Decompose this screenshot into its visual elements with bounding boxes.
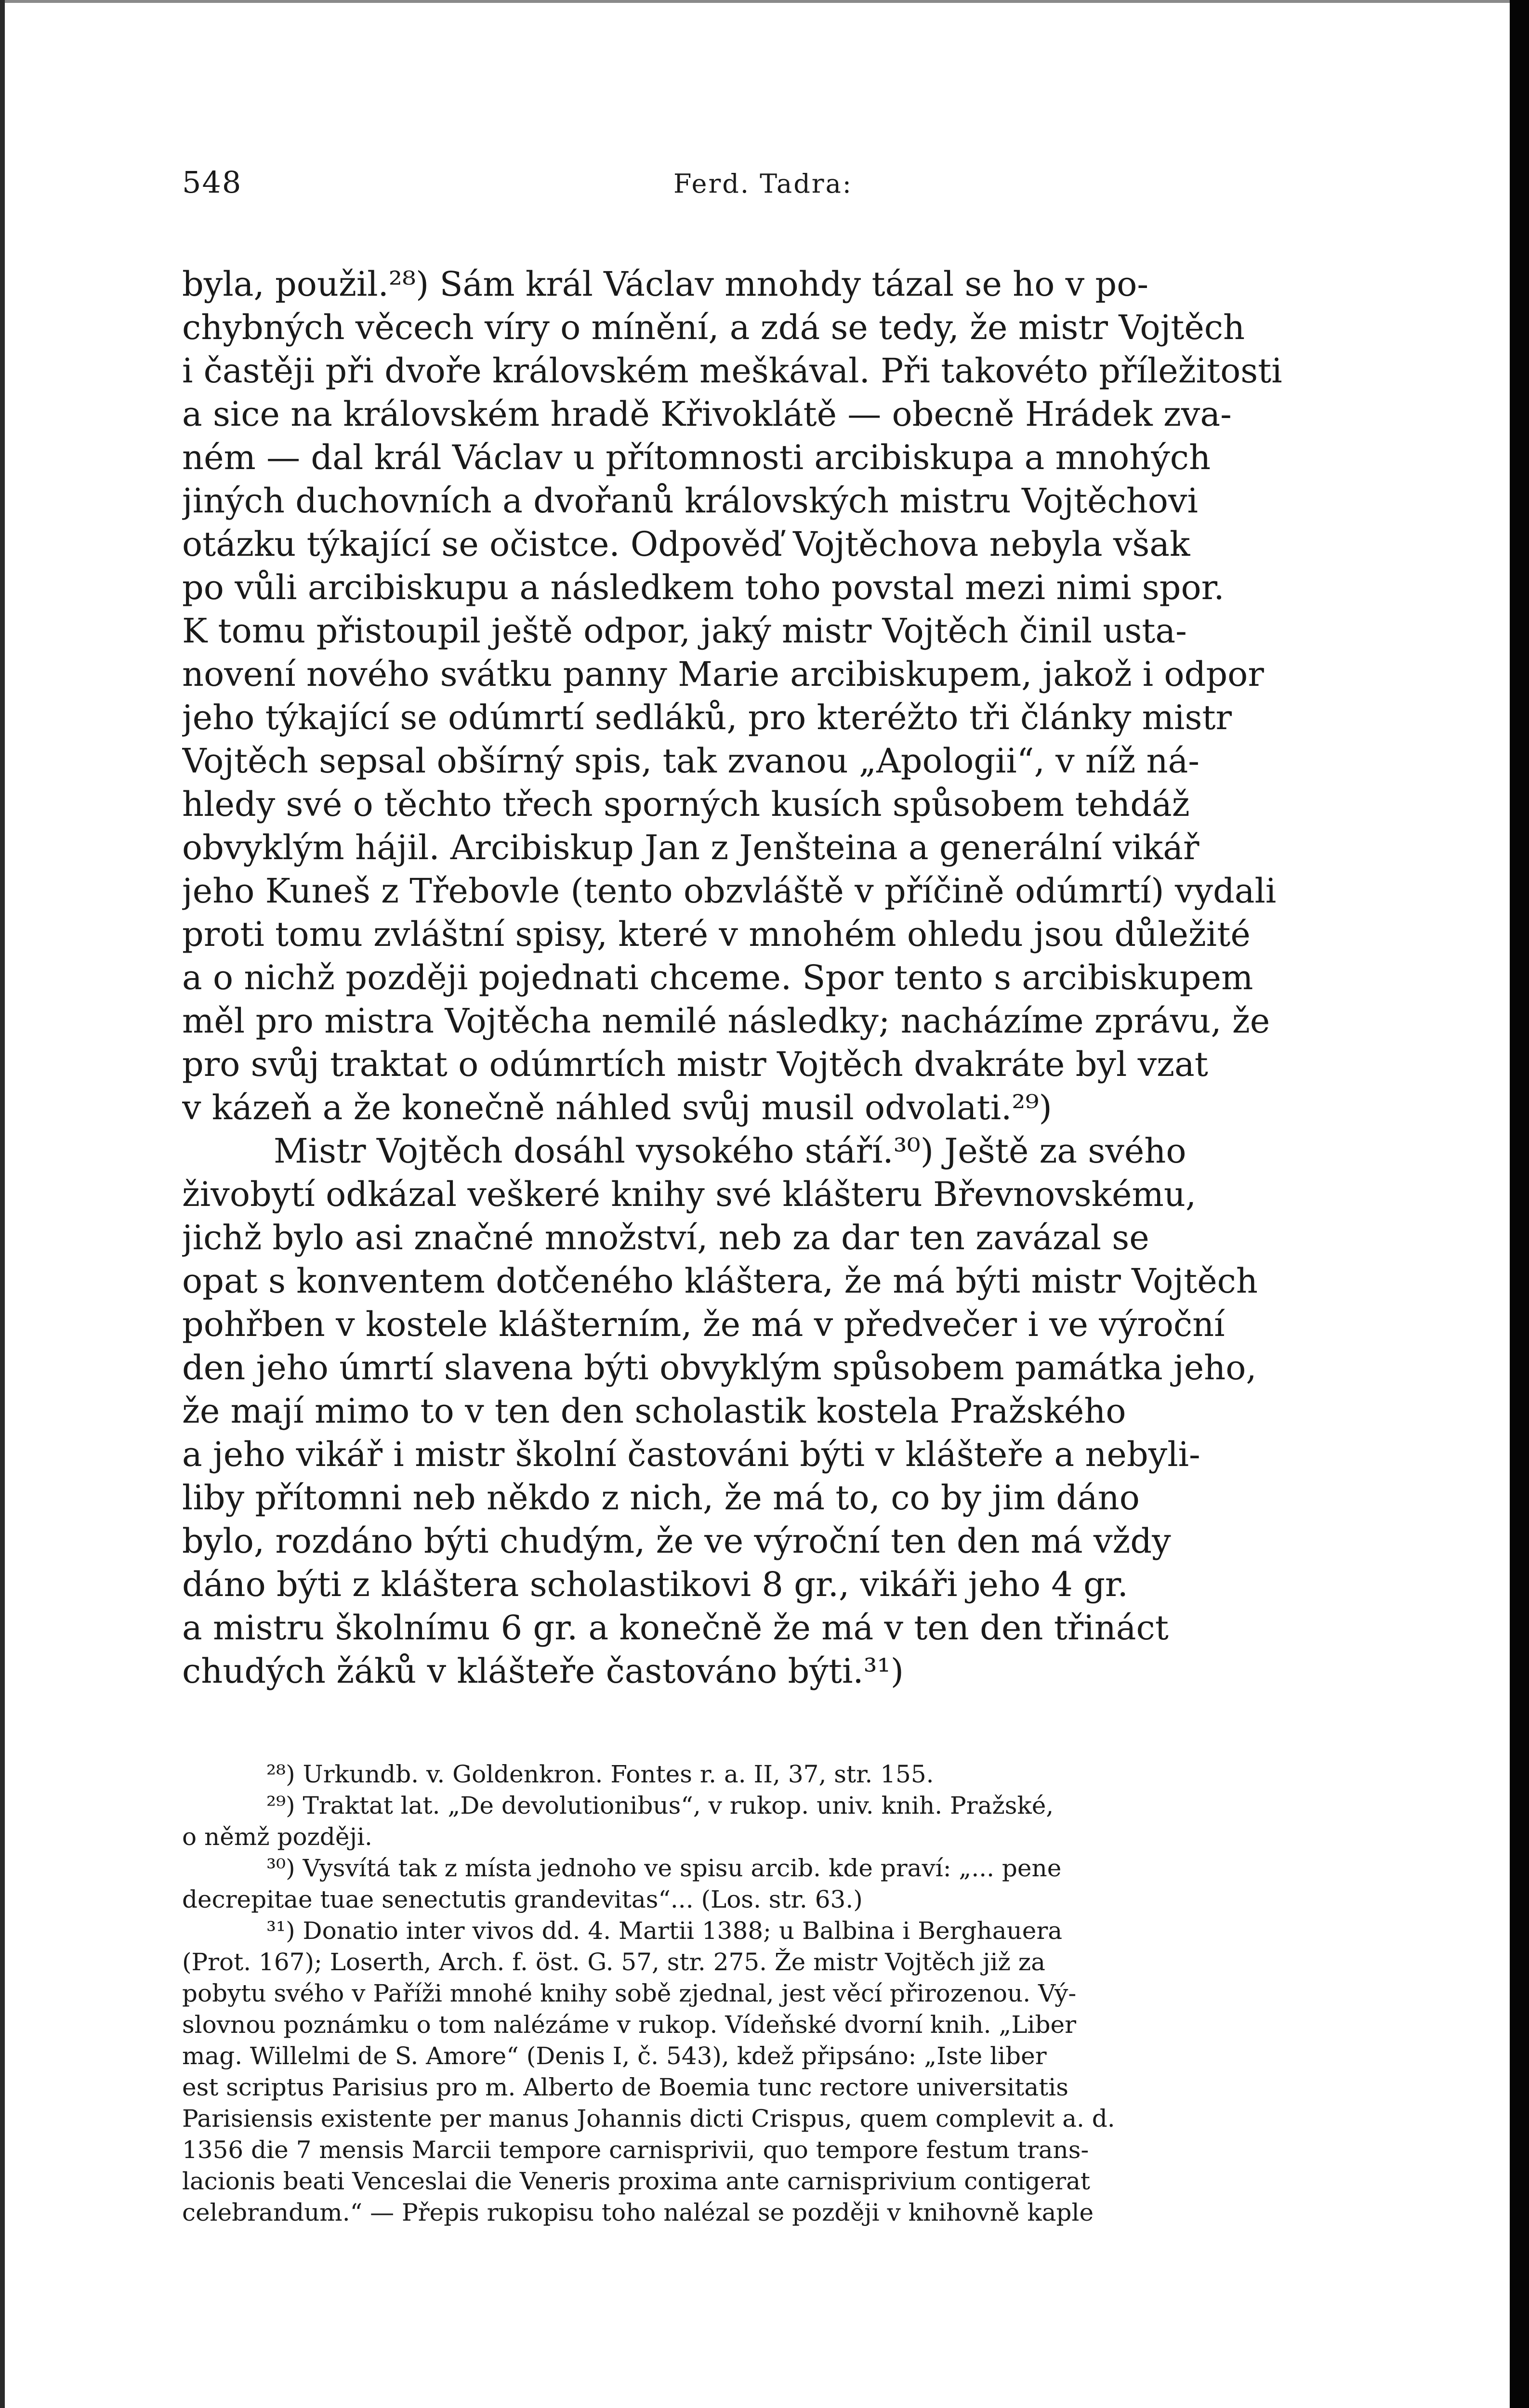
body-line: a jeho vikář i mistr školní častováni býti v klášteře a nebyli- <box>182 1435 1200 1474</box>
footnote-line: lacionis beati Venceslai die Veneris proxima ante carnisprivium contigerat <box>182 2167 1091 2195</box>
body-line: ném — dal král Václav u přítomnosti arcibiskupa a mnohých <box>182 438 1211 477</box>
body-line: Mistr Vojtěch dosáhl vysokého stáří.³⁰) Ještě za svého <box>274 1131 1186 1171</box>
footnote-line: (Prot. 167); Loserth, Arch. f. öst. G. 57, str. 275. Že mistr Vojtěch již za <box>182 1948 1045 1976</box>
body-line: den jeho úmrtí slavena býti obvyklým spůsobem památka jeho, <box>182 1348 1257 1387</box>
body-line: hledy své o těchto třech sporných kusích spůsobem tehdáž <box>182 785 1190 824</box>
body-line: a o nichž později pojednati chceme. Spor tento s arcibiskupem <box>182 958 1253 997</box>
body-line: bylo, rozdáno býti chudým, že ve výroční ten den má vždy <box>182 1521 1171 1561</box>
body-line: že mají mimo to v ten den scholastik kostela Pražského <box>182 1391 1126 1431</box>
footnote-line: o němž později. <box>182 1823 372 1851</box>
body-line: po vůli arcibiskupu a následkem toho povstal mezi nimi spor. <box>182 568 1225 607</box>
body-line: jichž bylo asi značné množství, neb za dar ten zavázal se <box>182 1218 1149 1257</box>
body-line: opat s konventem dotčeného kláštera, že má býti mistr Vojtěch <box>182 1261 1258 1301</box>
footnote-line: ²⁸) Urkundb. v. Goldenkron. Fontes r. a. II, 37, str. 155. <box>266 1760 934 1788</box>
body-line: živobytí odkázal veškeré knihy své klášteru Břevnovskému, <box>182 1175 1197 1214</box>
body-line: pohřben v kostele klášterním, že má v předvečer i ve výroční <box>182 1305 1225 1344</box>
body-line: pro svůj traktat o odúmrtích mistr Vojtěch dvakráte byl vzat <box>182 1045 1208 1084</box>
body-line: byla, použil.²⁸) Sám král Václav mnohdy tázal se ho v po- <box>182 264 1149 304</box>
scan-edge-top <box>0 0 1529 3</box>
footnote-line: pobytu svého v Paříži mnohé knihy sobě zjednal, jest věcí přirozenou. Vý- <box>182 1979 1077 2007</box>
body-line: novení nového svátku panny Marie arcibiskupem, jakož i odpor <box>182 654 1264 694</box>
footnote-line: mag. Willelmi de S. Amore“ (Denis I, č. 543), kdež připsáno: „Iste liber <box>182 2042 1047 2070</box>
body-line: měl pro mistra Vojtěcha nemilé následky; nacházíme zprávu, že <box>182 1001 1270 1041</box>
body-line: jeho Kuneš z Třebovle (tento obzvláště v příčině odúmrtí) vydali <box>182 871 1277 911</box>
body-line: Vojtěch sepsal obšírný spis, tak zvanou „Apologii“, v níž ná- <box>182 741 1199 781</box>
page-number: 548 <box>182 165 242 200</box>
body-line: jiných duchovních a dvořanů královských mistru Vojtěchovi <box>182 481 1198 521</box>
footnote-line: ³¹) Donatio inter vivos dd. 4. Martii 1388; u Balbina i Berghauera <box>266 1917 1063 1945</box>
body-line: K tomu přistoupil ještě odpor, jaký mistr Vojtěch činil usta- <box>182 611 1187 651</box>
footnotes <box>182 1759 1360 2228</box>
running-head: Ferd. Tadra: <box>673 169 853 199</box>
body-line: jeho týkající se odúmrtí sedláků, pro kteréžto tři články mistr <box>182 698 1232 737</box>
body-line: liby přítomni neb někdo z nich, že má to, co by jim dáno <box>182 1478 1140 1518</box>
body-text <box>182 262 1360 1693</box>
body-line: i častěji při dvoře královském meškával. Při takovéto příležitosti <box>182 351 1282 391</box>
body-line: a sice na královském hradě Křivoklátě — obecně Hrádek zva- <box>182 394 1232 434</box>
footnote-line: 1356 die 7 mensis Marcii tempore carnisprivii, quo tempore festum trans- <box>182 2136 1089 2164</box>
footnote-line: ²⁹) Traktat lat. „De devolutionibus“, v rukop. univ. knih. Pražské, <box>266 1792 1054 1819</box>
body-line: chudých žáků v klášteře častováno býti.³¹) <box>182 1651 904 1691</box>
body-line: proti tomu zvláštní spisy, které v mnohém ohledu jsou důležité <box>182 915 1251 954</box>
scan-edge-right <box>1510 0 1529 2408</box>
body-line: v kázeň a že konečně náhled svůj musil odvolati.²⁹) <box>182 1088 1052 1127</box>
body-line: obvyklým hájil. Arcibiskup Jan z Jenšteina a generální vikář <box>182 828 1199 867</box>
footnote-line: decrepitae tuae senectutis grandevitas“... (Los. str. 63.) <box>182 1885 863 1913</box>
body-line: a mistru školnímu 6 gr. a konečně že má v ten den třináct <box>182 1608 1169 1648</box>
footnote-line: est scriptus Parisius pro m. Alberto de Boemia tunc rectore universitatis <box>182 2073 1068 2101</box>
body-line: chybných věcech víry o mínění, a zdá se tedy, že mistr Vojtěch <box>182 308 1245 347</box>
footnote-line: ³⁰) Vysvítá tak z místa jednoho ve spisu arcib. kde praví: „... pene <box>266 1854 1062 1882</box>
footnote-line: celebrandum.“ — Přepis rukopisu toho nalézal se později v knihovně kaple <box>182 2199 1094 2226</box>
body-line: dáno býti z kláštera scholastikovi 8 gr., vikáři jeho 4 gr. <box>182 1565 1128 1604</box>
footnote-line: Parisiensis existente per manus Johannis dicti Crispus, quem complevit a. d. <box>182 2105 1115 2133</box>
scan-edge-left <box>0 0 5 2408</box>
footnote-line: slovnou poznámku o tom nalézáme v rukop. Vídeňské dvorní knih. „Liber <box>182 2011 1077 2039</box>
body-line: otázku týkající se očistce. Odpověď Vojtěchova nebyla však <box>182 524 1190 564</box>
